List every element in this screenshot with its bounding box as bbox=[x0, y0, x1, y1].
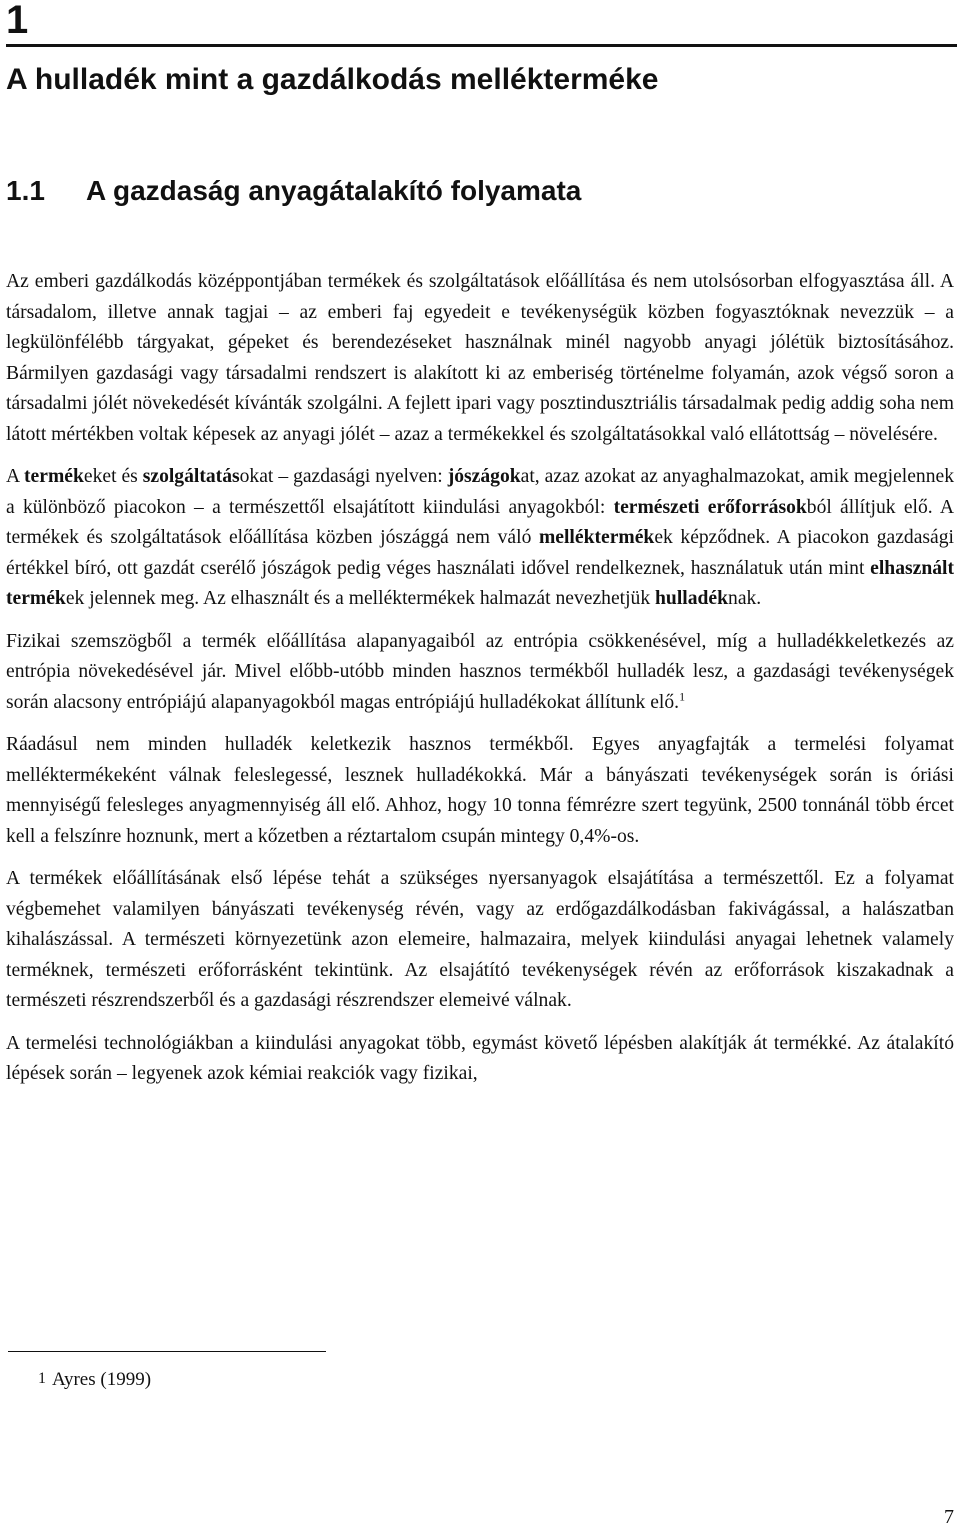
key-term: elhasznált termék bbox=[6, 557, 954, 609]
text-run: Ráadásul nem minden hulladék keletkezik hasznos termékből. Egyes anyagfajták a termelési folyamat melléktermékeként válnak feleslegessé, lesznek hulladékokká. Már a bányászati tevékenységek során is óriási mennyiségű felesleges anyagmennyiség áll elő. Ahhoz, hogy 10 tonna fémrézre szert tegyünk, 2500 tonnánál több ércet kell a felszínre hoznunk, mert a kőzetben a réztartalom csupán mintegy 0,4%-os. bbox=[6, 734, 954, 847]
text-run: nak. bbox=[728, 588, 762, 609]
page-number: 7 bbox=[944, 1506, 954, 1528]
text-run: at, azaz azokat az anyaghalmazokat, amik megjelennek a különböző piacokon – a természettől elsajátított kiindulási anyagokból: bbox=[6, 466, 954, 518]
paragraph bbox=[6, 730, 954, 852]
text-run: ból állítjuk elő. A termékek és szolgáltatások előállítása közben jószággá nem váló bbox=[6, 496, 954, 548]
paragraph bbox=[6, 864, 954, 1017]
paragraph bbox=[6, 267, 954, 450]
text-run: A bbox=[6, 466, 25, 487]
paragraph bbox=[6, 1029, 954, 1090]
key-term: termék bbox=[24, 466, 84, 487]
paragraph bbox=[6, 462, 954, 615]
body-text bbox=[6, 267, 954, 1102]
chapter-title: A hulladék mint a gazdálkodás mellékterméke bbox=[6, 63, 659, 96]
text-run: okat – gazdasági nyelven: bbox=[239, 466, 448, 487]
footnote-divider bbox=[8, 1351, 326, 1352]
section-heading bbox=[6, 172, 581, 210]
text-run: A termékek előállításának első lépése tehát a szükséges nyersanyagok elsajátítása a természettől. Ez a folyamat végbemehet valamilyen bányászati tevékenység révén, vagy az erdőgazdálkodásban fakivágással, a halászatban kihalászással. A természeti környezetünk azon elemeire, halmazaira, melyek kiindulási anyagai lehetnek valamely terméknek, természeti erőforrásként tekintünk. Az elsajátító tevékenységek révén az erőforrások kiszakadnak a természeti részrendszerből és a gazdasági részrendszer elemeivé válnak. bbox=[6, 868, 954, 1011]
section-number: 1.1 bbox=[6, 175, 45, 206]
footnote-reference: 1 bbox=[679, 688, 686, 703]
text-run: A termelési technológiákban a kiindulási anyagokat több, egymást követő lépésben alakítják át termékké. Az átalakító lépések során – legyenek azok kémiai reakciók vagy fizikai, bbox=[6, 1032, 954, 1084]
text-run: Fizikai szemszögből a termék előállítása alapanyagaiból az entrópia csökkenésével, míg a hulladékkeletkezés az entrópia növekedésével jár. Mivel előbb-utóbb minden hasznos termékből hulladék lesz, a gazdasági tevékenységek során alacsony entrópiájú alapanyagokból magas entrópiájú hulladékokat állítunk elő. bbox=[6, 630, 954, 713]
text-run: Az emberi gazdálkodás középpontjában termékek és szolgáltatások előállítása és nem utolsósorban elfogyasztása áll. A társadalom, illetve annak tagjai – az emberi faj egyedeit e tevékenységük közben fogyasztóknak nevezzük – a legkülönfélébb tárgyakat, gépeket és berendezéseket használnak minél nagyobb anyagi jólétük biztosításához. Bármilyen gazdasági vagy társadalmi rendszert is alakított ki az emberiség történelme folyamán, azok végső soron a társadalmi jólét növekedését kívánták szolgálni. A fejlett ipari vagy posztindusztriális társadalmak pedig addig soha nem látott mértékben voltak képesek az anyagi jólét – azaz a termékekkel és szolgáltatásokkal való ellátottság – növelésére. bbox=[6, 271, 954, 445]
text-run: ek jelennek meg. Az elhasznált és a melléktermékek halmazát nevezhetjük bbox=[65, 588, 656, 609]
footnote-text: Ayres (1999) bbox=[52, 1369, 152, 1390]
section-title: A gazdaság anyagátalakító folyamata bbox=[86, 175, 582, 206]
key-term: szolgáltatás bbox=[142, 466, 240, 487]
key-term: természeti erőforrások bbox=[613, 496, 807, 518]
chapter-number: 1 bbox=[6, 0, 29, 42]
footnote-mark: 1 bbox=[38, 1370, 46, 1387]
text-run: ek képződnek. A piacokon gazdasági értékkel bíró, ott gazdát cserélő jószágok pedig véges használati idővel rendelkeznek, használatuk után mint bbox=[6, 527, 954, 579]
key-term: melléktermék bbox=[538, 527, 655, 548]
key-term: hulladék bbox=[655, 588, 729, 609]
footnote bbox=[38, 1364, 151, 1395]
text-run: eket és bbox=[83, 466, 143, 487]
key-term: jószágok bbox=[447, 466, 521, 487]
paragraph bbox=[6, 627, 954, 719]
chapter-divider bbox=[6, 44, 957, 47]
